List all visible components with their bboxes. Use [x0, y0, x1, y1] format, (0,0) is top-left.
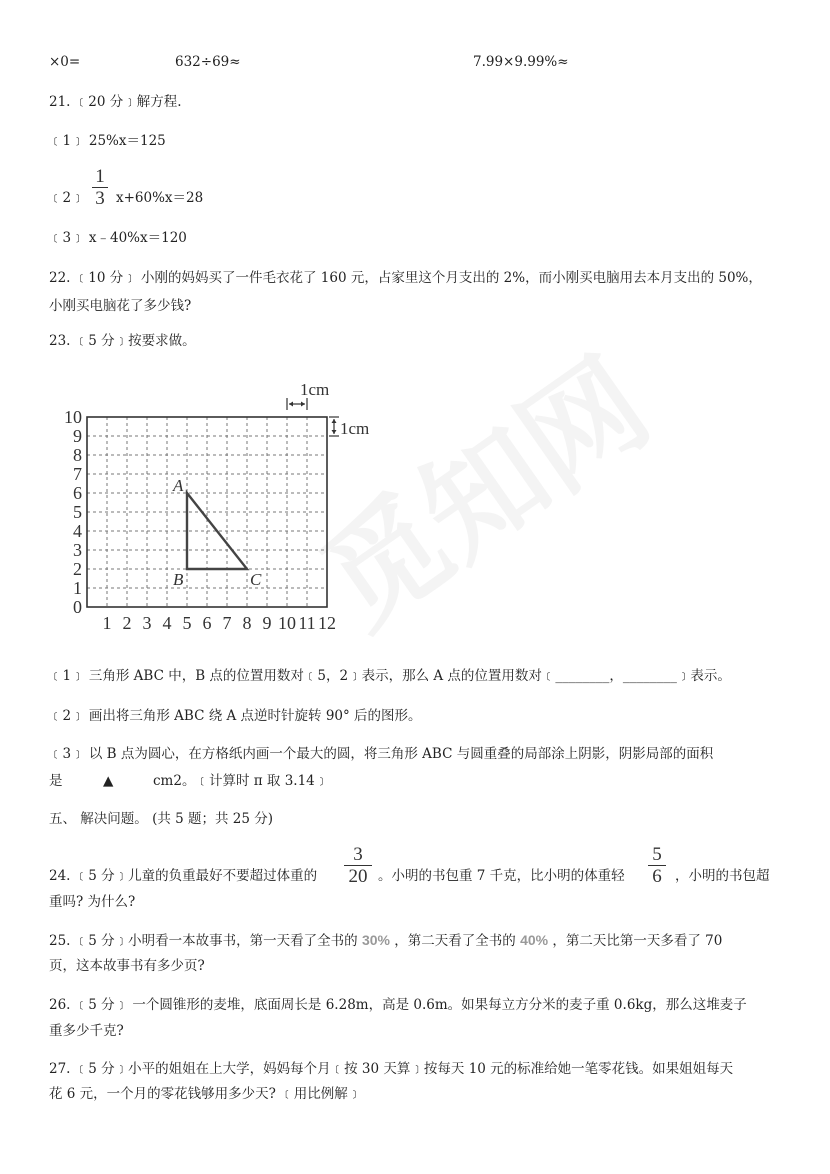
- top-row-item-1: ×0=: [49, 54, 81, 70]
- y-tick-label: 5: [73, 502, 82, 522]
- q23-part3-line1: ﹝3﹞ 以 B 点为圆心，在方格纸内画一个最大的圆，将三角形 ABC 与圆重叠的局部涂上阴影，阴影局部的面积: [49, 746, 714, 762]
- y-tick-label: 1: [73, 578, 82, 598]
- grid-lines: [87, 417, 327, 607]
- q22-line2: 小刚买电脑花了多少钱?: [49, 298, 192, 314]
- q25-percent-1: 30%: [361, 932, 390, 948]
- x-tick-label: 3: [142, 613, 152, 633]
- q27-line2: 花 6 元，一个月的零花钱够用多少天? ﹝用比例解﹞: [49, 1086, 362, 1102]
- q23-part2: ﹝2﹞ 画出将三角形 ABC 绕 A 点逆时针旋转 90° 后的图形。: [49, 708, 422, 724]
- q21-part2-rest: x+60%x＝28: [116, 190, 204, 206]
- y-tick-label: 2: [73, 559, 82, 579]
- q23-title: 23. ﹝5 分﹞按要求做。: [49, 333, 196, 349]
- q26-line1: 26. ﹝5 分﹞ 一个圆锥形的麦堆，底面周长是 6.28m，高是 0.6m。如果每立方分米的麦子重 0.6kg，那么这堆麦子: [49, 997, 747, 1013]
- point-b-label: B: [173, 570, 184, 589]
- q21-fraction-denominator: 3: [95, 188, 105, 209]
- q25-part1: 25. ﹝5 分﹞小明看一本故事书，第一天看了全书的: [49, 933, 358, 949]
- y-tick-label: 10: [64, 407, 82, 427]
- scale-indicator-y: [329, 417, 369, 438]
- q25-percent-2: 40%: [520, 932, 549, 948]
- q25-part3: ，第二天比第一天多看了 70: [552, 933, 723, 949]
- y-tick-label: 0: [73, 597, 82, 617]
- scale-y-label: 1cm: [340, 419, 370, 438]
- point-a-label: A: [173, 476, 184, 495]
- y-axis-ticks: [64, 407, 82, 617]
- q23-part1: ﹝1﹞ 三角形 ABC 中，B 点的位置用数对﹝5，2﹞表示，那么 A 点的位置用数对﹝________，________﹞表示。: [49, 668, 731, 684]
- q25-line2: 页，这本故事书有多少页?: [49, 958, 205, 974]
- coordinate-grid-figure: [58, 380, 418, 640]
- x-axis-ticks: [103, 613, 337, 633]
- y-tick-label: 8: [73, 445, 82, 465]
- x-tick-label: 1: [102, 613, 112, 633]
- x-tick-label: 7: [222, 613, 232, 633]
- x-tick-label: 5: [182, 613, 192, 633]
- q24-part1: 24. ﹝5 分﹞儿童的负重最好不要超过体重的: [49, 868, 318, 884]
- y-tick-label: 9: [73, 426, 82, 446]
- section-5-title: 五、 解决问题。 (共 5 题；共 25 分): [49, 811, 274, 827]
- q22-line1: 22. ﹝10 分﹞ 小刚的妈妈买了一件毛衣花了 160 元，占家里这个月支出的 2%，而小刚买电脑用去本月支出的 50%，: [49, 270, 762, 286]
- q23-answer-marker: ▲: [103, 773, 114, 789]
- y-tick-label: 4: [73, 521, 82, 541]
- q21-fraction-numerator: 1: [95, 166, 105, 187]
- point-c-label: C: [250, 570, 262, 589]
- q21-part1: ﹝1﹞ 25%x＝125: [49, 133, 166, 149]
- x-tick-label: 9: [262, 613, 272, 633]
- y-tick-label: 6: [73, 483, 82, 503]
- q24-line2: 重吗? 为什么?: [49, 894, 136, 910]
- q24-fraction-1: [344, 845, 372, 886]
- x-tick-label: 10: [278, 613, 296, 633]
- y-tick-label: 7: [73, 464, 82, 484]
- x-tick-label: 12: [318, 613, 336, 633]
- y-tick-label: 3: [73, 540, 82, 560]
- q25-part2: ，第二天看了全书的: [394, 933, 516, 949]
- q24-fraction-2-denominator: 6: [652, 866, 662, 887]
- q23-part3-line2: cm2。﹝计算时 π 取 3.14﹞: [153, 773, 329, 789]
- q24-fraction-1-numerator: 3: [353, 844, 363, 865]
- q27-line1: 27. ﹝5 分﹞小平的姐姐在上大学，妈妈每个月﹝按 30 天算﹞按每天 10 元的标准给她一笔零花钱。如果姐姐每天: [49, 1061, 734, 1077]
- q24-part2: 。小明的书包重 7 千克，比小明的体重轻: [378, 868, 625, 884]
- q25-line1: [49, 930, 722, 951]
- x-tick-label: 2: [122, 613, 132, 633]
- scale-x-label: 1cm: [300, 380, 330, 399]
- q24-fraction-2-numerator: 5: [652, 844, 662, 865]
- q24-part3: ，小明的书包超: [675, 868, 770, 884]
- x-tick-label: 8: [242, 613, 252, 633]
- q21-part3: ﹝3﹞ x﹣40%x＝120: [49, 230, 187, 246]
- x-tick-label: 4: [162, 613, 172, 633]
- q26-line2: 重多少千克?: [49, 1023, 124, 1039]
- scale-indicator-x: [287, 380, 329, 410]
- q24-fraction-1-denominator: 20: [348, 866, 368, 887]
- q23-part3-is: 是: [49, 773, 63, 789]
- x-tick-label: 11: [298, 613, 316, 633]
- x-tick-label: 6: [202, 613, 212, 633]
- q21-part2-label: ﹝2﹞: [49, 190, 85, 206]
- q21-fraction: [92, 167, 108, 208]
- top-row-item-2: 632÷69≈: [175, 54, 241, 70]
- q21-title: 21. ﹝20 分﹞解方程.: [49, 94, 182, 110]
- top-row-item-3: 7.99×9.99%≈: [473, 54, 569, 70]
- q24-fraction-2: [648, 845, 666, 886]
